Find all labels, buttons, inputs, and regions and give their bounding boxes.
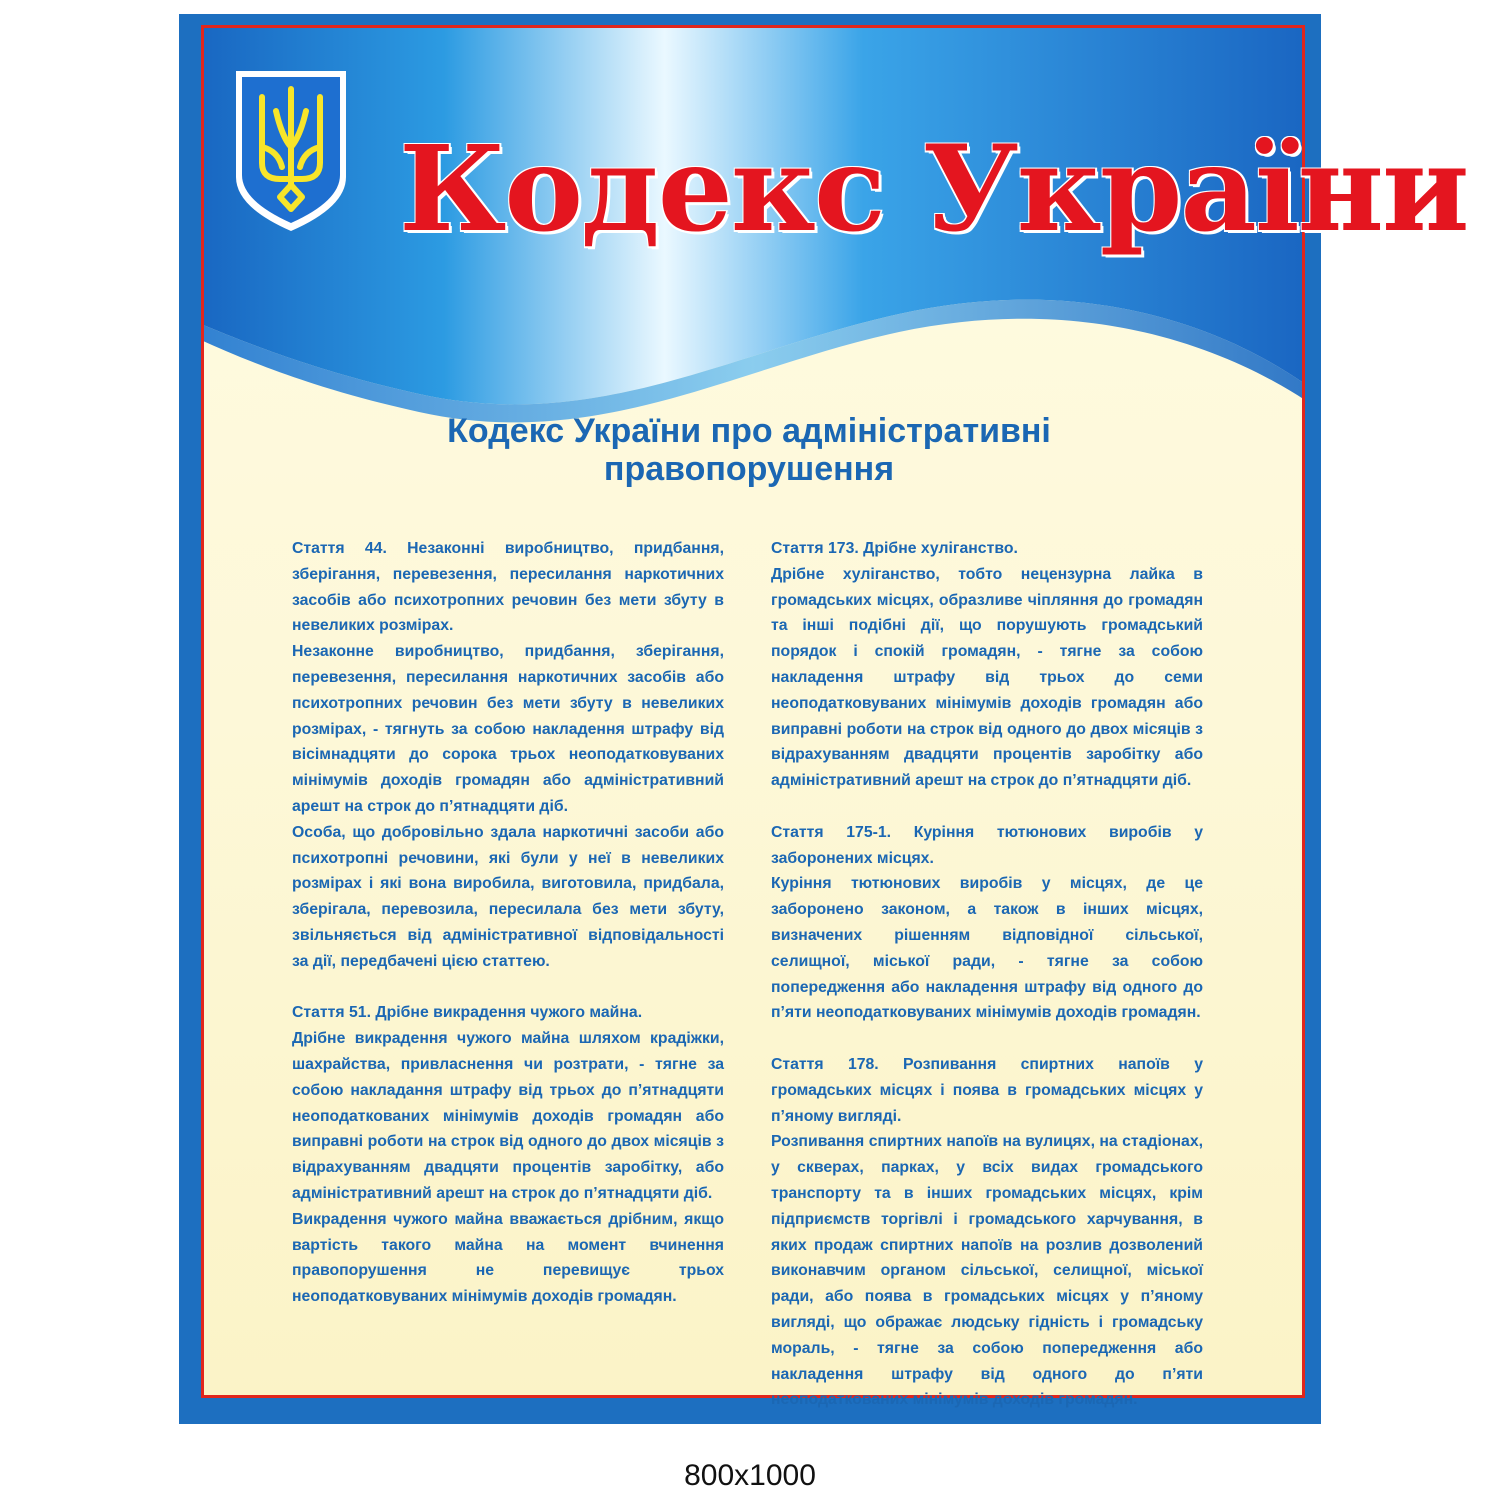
article-heading: Стаття 44. Незаконні виробництво, придбання, зберігання, перевезення, пересилання наркотичних засобів або психотропних речовин без мети збуту в невеликих розмірах. bbox=[292, 540, 724, 635]
subtitle-line-1: Кодекс України про адміністративні bbox=[447, 412, 1051, 450]
article-paragraph: Незаконне виробництво, придбання, зберігання, перевезення, пересилання наркотичних засобів або психотропних речовин без мети збуту в невеликих розмірах, - тягнуть за собою накладення штрафу від вісімнадцяти до сорока трьох неоподатковуваних мінімумів доходів громадян або адміністративний арешт на строк до п’ятнадцяти діб. bbox=[292, 643, 724, 815]
article-paragraph: Розпивання спиртних напоїв на вулицях, на стадіонах, у скверах, парках, у всіх видах громадського транспорту та в інших громадських місцях, крім підприємств торгівлі і громадського харчування, в яких продаж спиртних напоїв на розлив дозволений виконавчим органом сільської, селищної, міської ради, або поява в громадських місцях у п’яному вигляді, що ображає людську гідність і громадську мораль, - тягне за собою попередження або накладення штрафу від одного до п’яти неоподаткованих мінімумів доходів громадян. bbox=[771, 1133, 1203, 1409]
article-heading: Стаття 51. Дрібне викрадення чужого майна. bbox=[292, 1004, 643, 1022]
subtitle-line-2: правопорушення bbox=[603, 450, 895, 488]
left-column bbox=[292, 536, 724, 1310]
article-heading: Стаття 173. Дрібне хуліганство. bbox=[771, 540, 1018, 557]
right-column bbox=[771, 536, 1203, 1413]
article-paragraph: Особа, що добровільно здала наркотичні засоби або психотропні речовини, які були у неї в невеликих розмірах і які вона виробила, виготовила, придбала, зберігала, перевозила, пересилала без мети збуту, звільняється від адміністративної відповідальності за дії, передбачені цією статтею. bbox=[292, 823, 724, 970]
size-label: 800x1000 bbox=[684, 1459, 816, 1492]
article-paragraph: Дрібне хуліганство, тобто нецензурна лайка в громадських місцях, образливе чіпляння до громадян та інші подібні дії, що порушують громадський порядок і спокій громадян, - тягне за собою накладення штрафу від трьох до семи неоподатковуваних мінімумів доходів громадян або виправні роботи на строк від одного до двох місяців з відрахуванням двадцяти процентів заробітку або адміністративний арешт на строк до п’ятнадцяти діб. bbox=[771, 565, 1203, 790]
article-paragraph: Викрадення чужого майна вважається дрібним, якщо вартість такого майна на момент вчинення правопорушення не перевищує трьох неоподатковуваних мінімумів доходів громадян. bbox=[292, 1210, 724, 1306]
article-paragraph: Дрібне викрадення чужого майна шляхом крадіжки, шахрайства, привласнення чи розтрати, - тягне за собою накладання штрафу від трьох до п’ятнадцяти неоподаткованих мінімумів доходів громадян або виправні роботи на строк від одного до двох місяців з відрахуванням двадцяти процентів заробітку, або адміністративний арешт на строк до п’ятнадцяти діб. bbox=[292, 1030, 724, 1202]
poster-title: Кодекс України bbox=[399, 119, 1468, 258]
poster bbox=[179, 14, 1468, 1424]
article-heading: Стаття 175-1. Куріння тютюнових виробів у заборонених місцях. bbox=[771, 823, 1203, 867]
poster-subtitle bbox=[329, 412, 1169, 488]
article-paragraph: Куріння тютюнових виробів у місцях, де це заборонено законом, а також в інших місцях, визначених рішенням відповідної сільської, селищної, міської ради, - тягне за собою попередження або накладення штрафу від одного до п’яти неоподатковуваних мінімумів доходів громадян. bbox=[771, 875, 1203, 1022]
article-heading: Стаття 178. Розпивання спиртних напоїв у громадських місцях і поява в громадських місцях у п’яному вигляді. bbox=[771, 1055, 1203, 1125]
trident-coat-of-arms-icon bbox=[232, 67, 350, 235]
